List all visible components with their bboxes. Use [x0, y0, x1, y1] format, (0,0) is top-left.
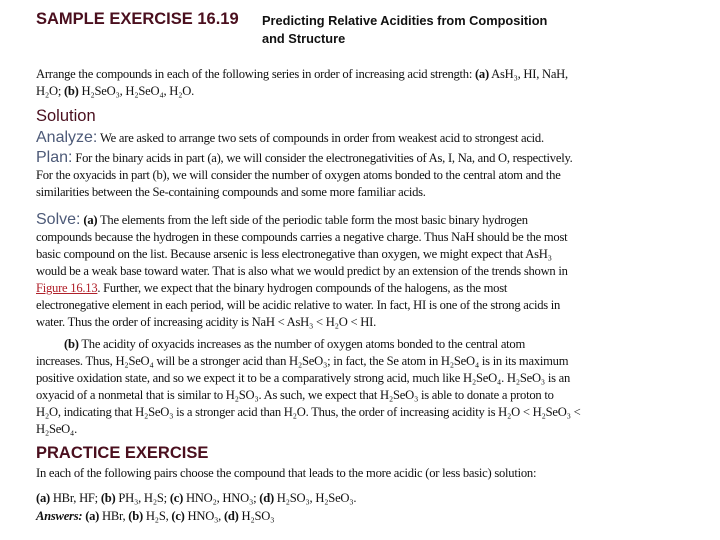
solve-label: Solve:: [36, 211, 81, 228]
text: H₂SeO₃, H₂SeO₄, H₂O.: [78, 84, 194, 98]
part-label: (c): [169, 491, 184, 505]
text: PH₃, H₂S;: [115, 491, 170, 505]
solve-line: would be a weak base toward water. That is also what we would predict by an extension of the trends shown in: [36, 264, 568, 278]
figure-link[interactable]: Figure 16.13: [36, 281, 98, 295]
text: H₂S,: [142, 509, 172, 523]
analyze-label: Analyze:: [36, 129, 98, 146]
text: HNO₂, HNO₃;: [183, 491, 260, 505]
solve-line: electronegative element in each period, will be acidic relative to water. In fact, HI is one of the strong acids in: [36, 298, 561, 312]
plan-line: similarities between the Se-containing compounds and some more familiar acids.: [36, 185, 426, 199]
part-label: (a): [82, 509, 100, 523]
problem-line: [36, 66, 568, 83]
part-b-line: H₂O, indicating that H₂SeO₃ is a stronger acid than H₂O. Thus, the order of increasing acidity is H₂O < H₂SeO₃ <: [36, 405, 581, 419]
plan-label: Plan:: [36, 149, 73, 166]
part-b-line: increases. Thus, H₂SeO₄ will be a stronger acid than H₂SeO₃; in fact, the Se atom in H₂SeO₄ is in its maximum: [36, 354, 569, 368]
practice-pairs: [36, 490, 356, 507]
practice-answers: [36, 508, 274, 525]
solve-line: basic compound on the list. Because arsenic is less electronegative than oxygen, we might expect that AsH₃: [36, 247, 552, 261]
problem-line: [36, 83, 194, 100]
solve-line: water. Thus the order of increasing acidity is NaH < AsH₃ < H₂O < HI.: [36, 315, 376, 329]
text: H₂SO₃: [238, 509, 275, 523]
solve-line: [36, 280, 507, 297]
part-label: (c): [171, 509, 185, 523]
solution-heading: Solution: [36, 107, 96, 125]
part-label: (b): [100, 491, 116, 505]
part-b-line: oxyacid of a nonmetal that is similar to H₂SO₃. As such, we expect that H₂SeO₃ is able to donate a proton to: [36, 388, 554, 402]
practice-heading: PRACTICE EXERCISE: [36, 444, 209, 462]
part-label: (a): [474, 67, 489, 81]
plan-line: [36, 149, 573, 167]
text: Arrange the compounds in each of the following series in order of increasing acid strength:: [36, 67, 475, 81]
part-label: (b): [63, 84, 79, 98]
exercise-title: SAMPLE EXERCISE 16.19: [36, 10, 239, 28]
analyze-line: [36, 129, 544, 147]
part-b-line: [64, 336, 525, 353]
part-label: (a): [36, 491, 50, 505]
part-label: (d): [223, 509, 239, 523]
part-b-line: positive oxidation state, and so we expect it to be a comparatively strong acid, much like H₂SeO₄. H₂SeO₃ is an: [36, 371, 571, 385]
solve-line: compounds because the hydrogen in these compounds carries a negative charge. Thus NaH should be the most: [36, 230, 568, 244]
text: We are asked to arrange two sets of compounds in order from weakest acid to strongest acid.: [97, 131, 544, 145]
text: For the binary acids in part (a), we will consider the electronegativities of As, I, Na, and O, respectively.: [72, 151, 573, 165]
solve-line: [36, 211, 528, 229]
text: The elements from the left side of the periodic table form the most basic binary hydrogen: [97, 213, 528, 227]
plan-line: For the oxyacids in part (b), we will consider the number of oxygen atoms bonded to the central atom and the: [36, 168, 561, 182]
part-label: (b): [128, 509, 143, 523]
answers-label: Answers:: [36, 509, 83, 523]
text: HBr,: [99, 509, 129, 523]
part-label: (a): [83, 213, 98, 227]
part-label: (d): [259, 491, 274, 505]
text: H₂O;: [36, 84, 64, 98]
practice-prompt: In each of the following pairs choose the compound that leads to the more acidic (or less basic) solution:: [36, 466, 537, 480]
text: The acidity of oxyacids increases as the number of oxygen atoms bonded to the central atom: [78, 337, 525, 351]
part-label: (b): [64, 337, 79, 351]
exercise-subtitle: Predicting Relative Acidities from Composition: [262, 13, 548, 28]
part-b-line: H₂SeO₄.: [36, 422, 77, 436]
text: HBr, HF;: [49, 491, 101, 505]
text: H₂SO₃, H₂SeO₃.: [273, 491, 357, 505]
text: HNO₃,: [184, 509, 224, 523]
text: . Further, we expect that the binary hydrogen compounds of the halogens, as the most: [97, 281, 508, 295]
text: AsH₃, HI, NaH,: [488, 67, 568, 81]
exercise-subtitle-cont: and Structure: [262, 31, 346, 46]
